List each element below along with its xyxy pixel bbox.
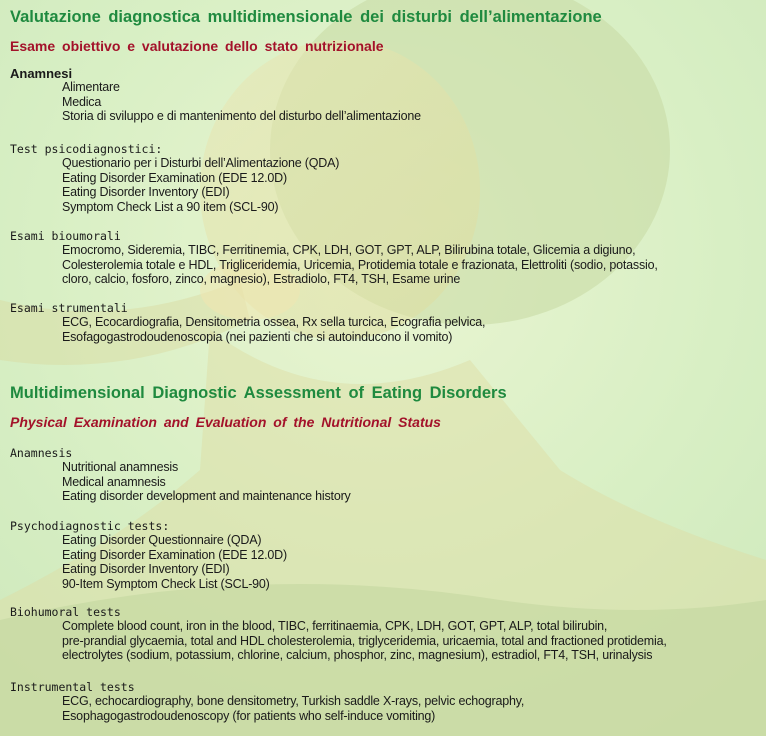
list-item: Alimentare bbox=[62, 80, 120, 94]
section-heading: Esami strumentali bbox=[10, 301, 128, 315]
list-item: electrolytes (sodium, potassium, chlorine, calcium, phosphor, zinc, magnesium), estradiol, FT4, TSH, urinalysis bbox=[62, 648, 653, 663]
list-item: Eating Disorder Examination (EDE 12.0D) bbox=[62, 170, 287, 185]
list-item: Esophagogastrodoudenoscopy (for patients who self-induce vomiting) bbox=[62, 708, 436, 723]
list-item: Complete blood count, iron in the blood, TIBC, ferritinaemia, CPK, LDH, GOT, GPT, ALP, total bilirubin, bbox=[62, 619, 608, 633]
section-heading: Anamnesi bbox=[10, 66, 73, 81]
section-heading: Instrumental tests bbox=[10, 680, 135, 694]
section-esami-bioumorali bbox=[10, 229, 760, 287]
italian-title: Valutazione diagnostica multidimensionale dei disturbi dell’alimentazione bbox=[10, 8, 602, 26]
english-subtitle: Physical Examination and Evaluation of the Nutritional Status bbox=[10, 414, 441, 430]
list-item: Storia di sviluppo e di mantenimento del disturbo dell’alimentazione bbox=[62, 109, 421, 124]
list-item: Medical anamnesis bbox=[62, 474, 166, 489]
section-anamnesi bbox=[10, 67, 760, 124]
section-heading: Psychodiagnostic tests: bbox=[10, 519, 170, 533]
list-item: pre-prandial glycaemia, total and HDL cholesterolemia, triglyceridemia, uricaemia, total and fractioned protidemia, bbox=[62, 633, 667, 648]
list-item: Colesterolemia totale e HDL, Trigliceridemia, Uricemia, Protidemia totale e frazionata, Elettroliti (sodio, potassio, bbox=[62, 257, 658, 272]
list-item: Emocromo, Sideremia, TIBC, Ferritinemia, CPK, LDH, GOT, GPT, ALP, Bilirubina totale, Glicemia a digiuno, bbox=[62, 243, 636, 257]
list-item: Nutritional anamnesis bbox=[62, 460, 178, 474]
list-item: ECG, Ecocardiografia, Densitometria ossea, Rx sella turcica, Ecografia pelvica, bbox=[62, 315, 486, 329]
section-test-psicodiagnostici bbox=[10, 142, 760, 214]
section-psychodiagnostic-tests bbox=[10, 519, 760, 591]
section-heading: Biohumoral tests bbox=[10, 605, 121, 619]
list-item: Symptom Check List a 90 item (SCL-90) bbox=[62, 199, 279, 214]
section-biohumoral-tests bbox=[10, 605, 760, 663]
list-item: Eating Disorder Examination (EDE 12.0D) bbox=[62, 547, 287, 562]
list-item: Eating Disorder Inventory (EDI) bbox=[62, 185, 230, 200]
english-title: Multidimensional Diagnostic Assessment of Eating Disorders bbox=[10, 384, 507, 402]
section-esami-strumentali bbox=[10, 301, 760, 344]
section-heading: Test psicodiagnostici: bbox=[10, 142, 163, 156]
list-item: Eating disorder development and maintenance history bbox=[62, 489, 351, 504]
list-item: ECG, echocardiography, bone densitometry, Turkish saddle X-rays, pelvic echography, bbox=[62, 694, 525, 708]
list-item: 90-Item Symptom Check List (SCL-90) bbox=[62, 576, 270, 591]
list-item: Eating Disorder Inventory (EDI) bbox=[62, 562, 230, 577]
section-heading: Anamnesis bbox=[10, 446, 73, 460]
section-anamnesis bbox=[10, 446, 760, 504]
list-item: Questionario per i Disturbi dell’Alimentazione (QDA) bbox=[62, 156, 340, 170]
list-item: Esofagogastrodoudenoscopia (nei pazienti che si autoinducono il vomito) bbox=[62, 329, 453, 344]
section-heading: Esami bioumorali bbox=[10, 229, 121, 243]
italian-subtitle: Esame obiettivo e valutazione dello stato nutrizionale bbox=[10, 38, 384, 54]
list-item: Medica bbox=[62, 94, 102, 109]
section-instrumental-tests bbox=[10, 680, 760, 723]
list-item: Eating Disorder Questionnaire (QDA) bbox=[62, 533, 262, 547]
list-item: cloro, calcio, fosforo, zinco, magnesio), Estradiolo, FT4, TSH, Esame urine bbox=[62, 272, 461, 287]
